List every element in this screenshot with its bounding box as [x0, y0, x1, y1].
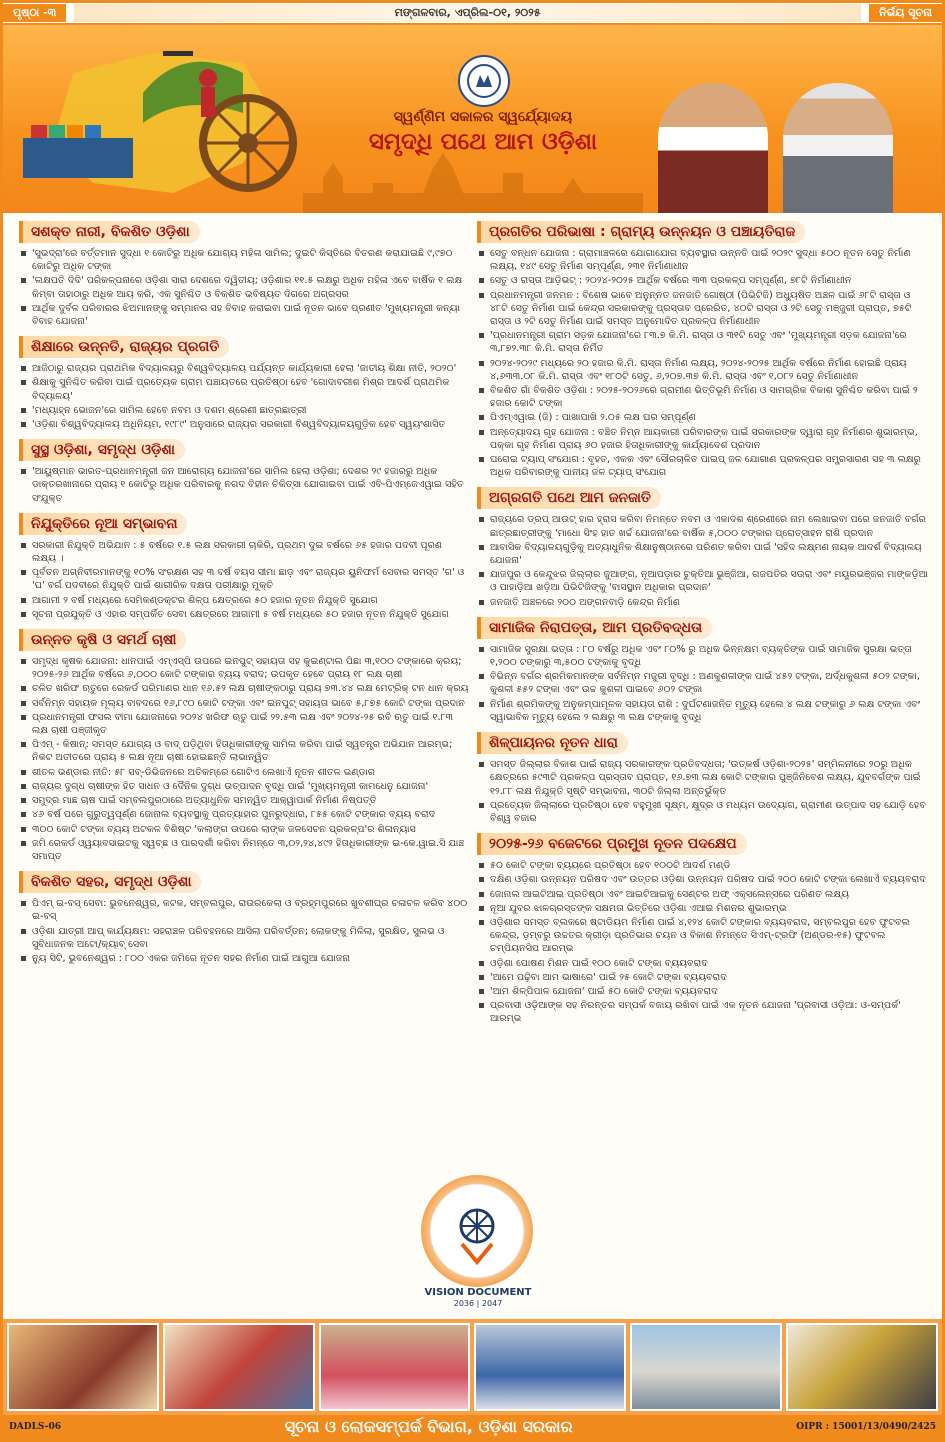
section — [477, 831, 929, 1025]
bullet-item: ଚଳିତ ଖରିଫ ଋତୁରେ ରେକର୍ଡ ପରିମାଣର ଧାନ ୧୬.୫୨ ଲକ୍ଷ ଚାଷୀଙ୍କଠାରୁ ପ୍ରାୟ ୭୩.୪୪ ଲକ୍ଷ ମେଟ୍ରିକ୍ ଟନ ଧାନ କ୍ରୟ — [19, 682, 469, 695]
section-heading: ଅଗ୍ରଗତି ପଥେ ଆମ ଜନଜାତି — [477, 487, 661, 509]
bullet-item: ସରକାରୀ ନିଯୁକ୍ତି ଅଭିଯାନ : ୫ ବର୍ଷରେ ୧.୫ ଲକ୍ଷ ସରକାରୀ ଚାକିରି, ପ୍ରଥମ ଦୁଇ ବର୍ଷରେ ୬୫ ହଜାର ପଦବୀ ପୂରଣ ଲକ୍ଷ୍ୟ । — [19, 539, 469, 565]
section — [19, 219, 469, 328]
section — [19, 627, 469, 863]
footer — [3, 1415, 942, 1439]
date-line: ମଙ୍ଗଳବାର, ଏପ୍ରିଲ-୦୧, ୨୦୨୫ — [74, 4, 861, 22]
bridge-photo — [630, 1323, 782, 1411]
bullet-item: ପ୍ରତ୍ୟେକ ଜିଲ୍ଲାରେ ପ୍ରତିଷ୍ଠା ହେବ ବହୁମୁଖୀ ସୂକ୍ଷ୍ମ, କ୍ଷୁଦ୍ର ଓ ମଧ୍ୟମ ଉଦ୍ୟୋଗ, ଗ୍ରାମୀଣ ଉତ୍ପାଦ ସହ ଯୋଡ଼ି ହେବ ବିଶ୍ୱ ବଜାର — [477, 799, 929, 825]
section — [19, 437, 469, 505]
industry-visit-photo — [786, 1323, 938, 1411]
bullet-item: ପ୍ରବାସୀ ଓଡ଼ିଆଙ୍କ ସହ ନିରନ୍ତର ସମ୍ପର୍କ ବଜାୟ ରଖିବା ପାଇଁ ଏକ ନୂତନ ଯୋଜନା 'ପ୍ରବାସୀ ଓଡ଼ିଆ: ଓ-ସମ୍ପର୍କ' ଆରମ୍ଭ — [477, 999, 929, 1025]
bullet-list — [477, 859, 929, 1025]
bullet-item: ଓଡ଼ିଶାର ସମସ୍ତ ବ୍ଲକରେ ଷ୍ଟାଡିୟମ ନିର୍ମାଣ ପାଇଁ ୪,୧୨୪ କୋଟି ଟଙ୍କାର ବ୍ୟୟବରାଦ, ସମ୍ବଲପୁର ହେବ ଫୁଟବଲ କେନ୍ଦ୍ର, ଡ଼ମ୍ବରୁ ଉଚ୍ଚତର କ୍ରୀଡ଼ା ପ୍ରତିଭାର ଚୟନ ଓ ବିକାଶ ନିମନ୍ତେ ସିଏମ୍-ଟ୍ରଫି (ଅଣ୍ଡର-୧୫) ଫୁଟବଲ ଚମ୍ପିୟନସିପ ଆରମ୍ଭ — [477, 916, 929, 956]
bullet-item: ସେତୁ ବନ୍ଧନ ଯୋଜନା : ଗ୍ରାମାଞ୍ଚଳରେ ଯୋଗାଯୋଗ ବ୍ୟବସ୍ଥାର ଉନ୍ନତି ପାଇଁ ୨୦୨୯ ସୁଦ୍ଧା ୫୦୦ ନୂତନ ସେତୁ ନିର୍ମାଣ ଲକ୍ଷ୍ୟ, ୧୪୯ ସେତୁ ନିର୍ମାଣ ସମ୍ପୂର୍ଣ୍ଣ, ୨୩୧ ନିର୍ମାଣାଧୀନ — [477, 247, 929, 273]
bullet-item: ଜୋନାଲ ଆଇଟିଆଇ ପ୍ରତିଷ୍ଠା ଏବଂ ଆଇଟିଆଇକୁ ସେଣ୍ଟର ଅଫ୍ ଏକ୍ସଲେନ୍ସରେ ପରିଣତ ଲକ୍ଷ୍ୟ — [477, 888, 929, 901]
bullet-item: ୪୬ ବର୍ଷ ପରେ ଗୁରୁତ୍ୱପୂର୍ଣ୍ଣ ଜୋନାଲ ବ୍ୟବସ୍ଥାକୁ ପ୍ରତ୍ୟାହାର ପୁନରୁଦ୍ଧାର, ୮୫୫ କୋଟି ଟଙ୍କାର ବ୍ୟୟ ବରାଦ — [19, 808, 469, 821]
bullet-item: ଶୀତଳ ଭଣ୍ଡାର ନୀତି: ୫୮ ସବ୍-ଡିଭିଜନରେ ଅତିକମ୍‌ରେ ଗୋଟିଏ ଲେଖାଏଁ ନୂତନ ଶୀତଳ ଭଣ୍ଡାର — [19, 766, 469, 779]
odisha-emblem-icon — [458, 55, 510, 107]
bullet-list — [477, 758, 929, 825]
bullet-list — [19, 539, 469, 621]
section-heading: ନିଯୁକ୍ତିରେ ନୂଆ ସମ୍ଭାବନା — [19, 513, 187, 535]
bullet-item: ୫୦ କୋଟି ଟଙ୍କା ବ୍ୟୟରେ ପ୍ରତିଷ୍ଠା ହେବ ୧୦୦ଟି ଆଦର୍ଶ ମଣ୍ଡି — [477, 859, 929, 872]
bullet-item: 'ଆମ ଶିଳ୍ପିପାଳ ଯୋଜନା' ପାଇଁ ୫୦ କୋଟି ଟଙ୍କା ବ୍ୟୟବରାଦ — [477, 985, 929, 998]
footer-oipr-number: OIPR : 15001/13/0490/2425 — [796, 1422, 936, 1432]
banner-subtitle: ସ୍ୱର୍ଣ୍ଣିମ ସକାଳର ସ୍ୱର୍ଯ୍ୟୋଦୟ — [393, 109, 573, 125]
vision-label: VISION DOCUMENT — [424, 1287, 532, 1298]
vision-emblem-icon — [421, 1175, 533, 1287]
bullet-item: ପ୍ରଧାନମନ୍ତ୍ରୀ ଫସଲ ବୀମା ଯୋଜନାରେ ୨୦୨୪ ଖରିଫ ଋତୁ ପାଇଁ ୨୨.୫୩ ଲକ୍ଷ ଏବଂ ୨୦୨୪-୨୫ ରବି ଋତୁ ପାଇଁ ୧.୮୩ ଲକ୍ଷ ଚାଷୀ ପଞ୍ଜୀକୃତ — [19, 711, 469, 737]
footer-department: ସୂଚନା ଓ ଲୋକସମ୍ପର୍କ ବିଭାଗ, ଓଡ଼ିଶା ସରକାର — [284, 1417, 573, 1436]
event-photo — [319, 1323, 471, 1411]
bullet-item: 'ମଧ୍ୟାହ୍ନ ଭୋଜନ'ରେ ସାମିଲ ହେବେ ନବମ ଓ ଦଶମ ଶ୍ରେଣୀ ଛାତ୍ରଛାତ୍ରୀ — [19, 404, 469, 417]
bullet-item: ଶିକ୍ଷାକୁ ସୁନିଶ୍ଚିତ କରିବା ପାଇଁ ପ୍ରତ୍ୟେକ ଗ୍ରାମ ପଞ୍ଚାୟତରେ ପ୍ରତିଷ୍ଠା ହେବ 'ଗୋଦାବରୀଶ ମିଶ୍ର ଆଦର୍ଶ ପ୍ରାଥମିକ ବିଦ୍ୟାଳୟ' — [19, 376, 469, 402]
bullet-item: ବିକଶିତ ଗାଁ ବିକଶିତ ଓଡ଼ିଶା : ୨୦୨୫-୨୦୨୬ରେ ଗ୍ରାମୀଣ ଭିତ୍ତିଭୂମି ନିର୍ମାଣ ଓ ସାମଗ୍ରିକ ବିକାଶ ସୁନିଶ୍ଚିତ କରିବା ପାଇଁ ୨ ହଜାର କୋଟି ଟଙ୍କା — [477, 384, 929, 410]
bullet-list — [19, 655, 469, 863]
section-heading: ଶିଳ୍ପାୟନର ନୂତନ ଧାରା — [477, 732, 628, 754]
bullet-item: ସେତୁ ଓ ରାସ୍ତା ଆଡ଼ିଭଟ୍ : ୨୦୨୪-୨୦୨୫ ଆର୍ଥିକ ବର୍ଷରେ ୩୩ ପ୍ରକଳ୍ପ ସମ୍ପୂର୍ଣ୍ଣ, ୭୮ଟି ନିର୍ମାଣାଧୀନ — [477, 274, 929, 287]
section — [477, 219, 929, 479]
bullet-item: ନୂଆ ଯୁବର ଝାଳଗ୍ରସ୍ତଙ୍କ ସକ୍ଷମତା ଭିତ୍ତିରେ ଓଡ଼ିଶା ଏଆଇ ମିଶନର ଶୁଭାରମ୍ଭ — [477, 902, 929, 915]
bullet-item: ସର୍ବନିମ୍ନ ସହାୟକ ମୂଲ୍ୟ ବାବଦରେ ୧୬,୮୯୦ କୋଟି ଟଙ୍କା ଏବଂ ଇନପୁଟ୍ ସହାୟତା ଭାବେ ୫,୮୭୫ କୋଟି ଟଙ୍କା ପ୍ରଦାନ — [19, 697, 469, 710]
bullet-item: ରାଜ୍ୟର ଦୁଗ୍ଧ ଚାଷୀଙ୍କ ହିତ ସାଧନ ଓ ଦୈନିକ ଦୁଗ୍ଧ ଉତ୍ପାଦନ ବୃଦ୍ଧି ପାଇଁ 'ମୁଖ୍ୟମନ୍ତ୍ରୀ କାମଧେନୁ ଯୋଜନା' — [19, 780, 469, 793]
bullet-item: ଘରୋଇ ଟ୍ୟାପ୍ ସଂଯୋଗ : ବୃହତ, ଏକକ ଏବଂ ସୌରଚାଳିତ ପାଇପ୍ ଜଳ ଯୋଗାଣ ପ୍ରକଳ୍ପର ସମ୍ପ୍ରସାରଣ ସହ ୩ ଲକ୍ଷରୁ ଅଧିକ ପରିବାରଙ୍କୁ ପାନୀୟ ଜଳ ଟ୍ୟାପ୍ ସଂଯୋଗ — [477, 453, 929, 479]
bullet-item: ଜମି ରେକର୍ଡ ଓ୍ୱୟାବସାଇଟକୁ ସ୍ୱଚ୍ଛ ଓ ପାରଦର୍ଶୀ କରିବା ନିମନ୍ତେ ୩,୦୨,୨୪,୪୯୨ ହିତାଧିକାରୀଙ୍କ ଇ-କେ.ୱାଇ.ସି ଯାଞ୍ଚ ସମାପ୍ତ — [19, 837, 469, 863]
section-heading: ସଶକ୍ତ ନାରୀ, ବିକଶିତ ଓଡ଼ିଶା — [19, 221, 200, 243]
bullet-item: ୩୦୦ କୋଟି ଟଙ୍କା ବ୍ୟୟ ଅଟକଳ ବିଶିଷ୍ଟ 'କଲାଙ୍ଗ ଉପରେ ଲାଙ୍କ ଜଳସେଚନ ପ୍ରକଳ୍ପ'ର ଶିଳାନ୍ୟାସ — [19, 823, 469, 836]
section-heading: ବିକଶିତ ସହର, ସମୃଦ୍ଧ ଓଡ଼ିଶା — [19, 871, 201, 893]
bullet-item: ଅନ୍ତ୍ୟୋଦୟ ଗୃହ ଯୋଜନା : ବଞ୍ଚିତ ନିମ୍ନ ଆୟକାରୀ ପରିବାରଙ୍କ ପାଇଁ ସରକାରଙ୍କ ଦ୍ୱାରା ଗୃହ ନିର୍ମାଣର ଶୁଭାରମ୍ଭ, ପକ୍କା ଗୃହ ନିର୍ମାଣ ପ୍ରାୟ ୬୦ ହଜାର ହିତାଧିକାରୀଙ୍କୁ କାର୍ଯ୍ୟାଦେଶ ପ୍ରଦାନ — [477, 426, 929, 452]
prime-minister-photo — [783, 83, 893, 213]
page-number: ପୃଷ୍ଠା -୩ — [3, 4, 66, 22]
bullet-item: 'ପ୍ରଧାନମନ୍ତ୍ରୀ ଗ୍ରାମ ସଡ଼କ ଯୋଜନା'ରେ ୮୩.୭ କି.ମି. ରାସ୍ତା ଓ ୩୧ଟି ସେତୁ ଏବଂ 'ମୁଖ୍ୟମନ୍ତ୍ରୀ ସଡ଼କ ଯୋଜନା'ରେ ୩,୮୭୨.୩୮ କି.ମି. ରାସ୍ତା ନିର୍ମିତ — [477, 329, 929, 355]
section — [477, 730, 929, 825]
bullet-item: ବିଭିନ୍ନ ବର୍ଗର ଶ୍ରମିକମାନଙ୍କ ସର୍ବନିମ୍ନ ମଜୁରୀ ବୃଦ୍ଧି : ଅଣକୁଶଳୀଙ୍କ ପାଇଁ ୪୫୨ ଟଙ୍କା, ଅର୍ଦ୍ଧକୁଶଳୀ ୫୦୨ ଟଙ୍କା, କୁଶଳୀ ୫୫୨ ଟଙ୍କା ଏବଂ ଉଚ୍ଚ କୁଶଳୀ ପାଇବେ ୬୦୨ ଟଙ୍କା — [477, 670, 929, 696]
section-heading: ସାମାଜିକ ନିରାପତ୍ତା, ଆମ ପ୍ରତିବଦ୍ଧତା — [477, 617, 712, 639]
section-heading: ସୁସ୍ଥ ଓଡ଼ିଶା, ସମୃଦ୍ଧ ଓଡ଼ିଶା — [19, 439, 185, 461]
bullet-item: ନ୍ୟୁ ସିଟି, ଭୁବନେଶ୍ୱର : ୮୦୦ ଏକର ଜମିରେ ନୂତନ ସହର ନିର୍ମାଣ ପାଇଁ ଆଗୁଆ ଯୋଜନା — [19, 952, 469, 965]
top-strip — [3, 3, 942, 25]
event-photo — [7, 1323, 159, 1411]
bullet-item: ସମସ୍ତ ଜିଲ୍ଲାର ବିକାଶ ପାଇଁ ରାଜ୍ୟ ସରକାରଙ୍କ ପ୍ରତିବଦ୍ଧତା; 'ଉତ୍କର୍ଷ ଓଡ଼ିଶା-୨୦୨୫' ସମ୍ମିଳନୀରେ ୨୦ରୁ ଅଧିକ କ୍ଷେତ୍ରରେ ୫୯୩ଟି ପ୍ରକଳ୍ପ ପ୍ରସ୍ତାବ ପ୍ରାପ୍ତ, ୧୬.୭୩ ଲକ୍ଷ କୋଟି ଟଙ୍କାର ପୁଞ୍ଜିନିବେଶ ଲକ୍ଷ୍ୟ, ଯୁବବର୍ଗଙ୍କ ପାଇଁ ୧୨.୮୮ ଲକ୍ଷ ନିଯୁକ୍ତି ସୃଷ୍ଟି ସମ୍ଭାବନା, ୩୦ଟି ଜିଲ୍ଲା ଅନ୍ତର୍ଭୁକ୍ତ — [477, 758, 929, 798]
bullet-item: ସାମାଜିକ ସୁରକ୍ଷା ଭତ୍ତା : ୮୦ ବର୍ଷରୁ ଅଧିକ ଏବଂ ୮୦% ରୁ ଅଧିକ ଭିନ୍ନକ୍ଷମ ବ୍ୟକ୍ତିଙ୍କ ପାଇଁ ସାମାଜିକ ସୁରକ୍ଷା ଭତ୍ତା ୧,୨୦୦ ଟଙ୍କାରୁ ୩,୫୦୦ ଟଙ୍କାକୁ ବୃଦ୍ଧି — [477, 643, 929, 669]
bullet-list — [477, 247, 929, 479]
bullet-item: ଆଜିଠାରୁ ରାଜ୍ୟର ପ୍ରାଥମିକ ବିଦ୍ୟାଳୟରୁ ବିଶ୍ୱବିଦ୍ୟାଳୟ ପର୍ଯ୍ୟନ୍ତ କାର୍ଯ୍ୟକାରୀ ହେଲା 'ଜାତୀୟ ଶିକ୍ଷା ନୀତି, ୨୦୨୦' — [19, 362, 469, 375]
bullet-list — [19, 247, 469, 328]
right-column — [477, 219, 929, 1032]
bullet-item: 'ଆମେ ପଢ଼ିବା ଆମ ଭାଷାରେ' ପାଇଁ ୨୫ କୋଟି ଟଙ୍କା ବ୍ୟୟବରାଦ — [477, 971, 929, 984]
footer-code: DADLS-06 — [9, 1422, 62, 1432]
bullet-list — [19, 465, 469, 505]
bullet-item: ପିଏମ୍ - କିଷାନ୍: ସମସ୍ତ ଯୋଗ୍ୟ ଓ ବାଦ୍ ପଡ଼ିଥିବା ହିତାଧିକାରୀଙ୍କୁ ସାମିଲ କରିବା ପାଇଁ ସ୍ୱତନ୍ତ୍ର ଅଭିଯାନ ଆରମ୍ଭ; ନିକଟ ଅତୀତରେ ପ୍ରାୟ ୫ ଲକ୍ଷ ନୂଆ ଚାଷୀ ହୋଇଛନ୍ତି ଲାଭାନ୍ୱିତ — [19, 738, 469, 764]
bullet-item: ସମୃଦ୍ଧ କୃଷକ ଯୋଜନା: ଧାନପାଇଁ ଏମ୍‌ଏସ୍‌ପି ଉପରେ ଇନପୁଟ୍ ସହାୟତା ସହ କୁଇଣ୍ଟାଲ ପିଛା ୩,୧୦୦ ଟଙ୍କାରେ କ୍ରୟ; ୨୦୨୫-୨୬ ଆର୍ଥିକ ବର୍ଷରେ ୬,୦୦୦ କୋଟି ଟଙ୍କାର ବ୍ୟୟ ବରାଦ; ଉପକୃତ ହେବେ ପ୍ରାୟ ୧୮ ଲକ୍ଷ ଚାଷୀ — [19, 655, 469, 681]
bullet-item: ପୂର୍ବତନ ଅଗ୍ନିବୀରମାନଙ୍କୁ ୧୦% ସଂରକ୍ଷଣ ସହ ୩ ବର୍ଷ ବୟସ ସୀମା ଛାଡ଼ ଏବଂ ରାଜ୍ୟର ୟୁନିଫର୍ମ ସେବାର ସମସ୍ତ 'ଗ' ଓ 'ଘ' ବର୍ଗ ପଦବୀରେ ନିଯୁକ୍ତି ପାଇଁ ଶାରୀରିକ ଦକ୍ଷତା ପରୀକ୍ଷାରୁ ମୁକ୍ତି — [19, 566, 469, 592]
bullet-item: ପ୍ରଧାନମନ୍ତ୍ରୀ ଜନମନ : ବିଶେଷ ଭାବେ ଅନୁନ୍ନତ ଜନଜାତି ଗୋଷ୍ଠୀ (ପିଭିଟିଜି) ଅଧ୍ୟୁଷିତ ଅଞ୍ଚଳ ପାଇଁ ୬୮ଟି ରାସ୍ତା ଓ ୪୮ଟି ସେତୁ ନିର୍ମାଣ ପାଇଁ କେନ୍ଦ୍ର ସରକାରଙ୍କୁ ପ୍ରସ୍ତାବ ପ୍ରେରିତ, ୪୦ଟି ରାସ୍ତା ଓ ୨ଟି ସେତୁ ମଞ୍ଜୁରୀ ପ୍ରାପ୍ତ, ୭୫ଟି ରାସ୍ତା ଓ ୨ଟି ସେତୁ ନିର୍ମାଣ ପାଇଁ ସମସ୍ତ ଅନୁମୋଦିତ ପ୍ରକଳ୍ପ ନିର୍ମାଣାଧୀନ — [477, 289, 929, 329]
section-heading: ପ୍ରଗତିର ପରିଭାଷା : ଗ୍ରାମ୍ୟ ଉନ୍ନୟନ ଓ ପଞ୍ଚାୟତିରାଜ — [477, 221, 805, 243]
bullet-item: ଦକ୍ଷିଣ ଓଡ଼ିଶା ଉନ୍ନୟନ ପରିଷଦ ଏବଂ ଉତ୍ତର ଓଡ଼ିଶା ଉନ୍ନୟନ ପରିଷଦ ପାଇଁ ୨୦୦ କୋଟି ଟଙ୍କା ଲେଖାଏଁ ବ୍ୟୟବରାଦ — [477, 873, 929, 886]
section — [19, 511, 469, 621]
banner-collage-image — [13, 33, 313, 203]
bullet-item: ପିଏମ୍‌ଏୱାଇ (ଜି) : ପାଖାପାଖି ୨.୦୫ ଲକ୍ଷ ଘର ସମ୍ପୂର୍ଣ୍ଣ — [477, 411, 929, 424]
bullet-item: 'ଲକ୍ଷପତି ଦିଦି' ପରିକଳ୍ପନାରେ ଓଡ଼ିଶା ସାରା ଦେଶରେ ଦ୍ୱିତୀୟ; ଓଡ଼ିଶାର ୧୧.୫ ଲକ୍ଷରୁ ଅଧିକ ମହିଳା ଏବେ ବାର୍ଷିକ ୧ ଲକ୍ଷ କିମ୍ବା ତାହାଠାରୁ ଅଧିକ ଆୟ କରି, ଏକ ସୁନିଶ୍ଚିତ ଓ ବିକଶିତ ଭବିଷ୍ୟତ ଦିଗରେ ଅଗ୍ରସର — [19, 274, 469, 300]
bullet-list — [477, 643, 929, 724]
section — [19, 869, 469, 965]
bullet-list — [477, 513, 929, 608]
section — [477, 615, 929, 724]
section — [19, 334, 469, 431]
bullet-item: ୨୦୨୪-୨୦୨୯ ମଧ୍ୟରେ ୨୦ ହଜାର କି.ମି. ରାସ୍ତା ନିର୍ମାଣ ଲକ୍ଷ୍ୟ, ୨୦୨୪-୨୦୨୫ ଆର୍ଥିକ ବର୍ଷରେ ନିର୍ମାଣ ହୋଇଛି ପ୍ରାୟ ୪,୬୩୩.୦୮ କି.ମି. ରାସ୍ତା ଏବଂ ୧୮୦ଟି ସେତୁ, ୬,୨୦୭.୩୭ କି.ମି. ରାସ୍ତା ଏବଂ ୧,୦୮୨ ସେତୁ ନିର୍ମାଣାଧୀନ — [477, 357, 929, 383]
bullet-item: ଆଗାମୀ ୨ ବର୍ଷ ମଧ୍ୟରେ ସେମିକଣ୍ଡକ୍ଟର ଶିଳ୍ପ କ୍ଷେତ୍ରରେ ୫୦ ହଜାର ନୂତନ ନିଯୁକ୍ତି ସୁଯୋଗ — [19, 594, 469, 607]
bullet-item: 'ଓଡ଼ିଶା ବିଶ୍ୱବିଦ୍ୟାଳୟ ଅଧିନିୟମ, ୧୯୮୯' ଅନୁସାରେ ରାଜ୍ୟର ସରକାରୀ ବିଶ୍ୱବିଦ୍ୟାଳୟଗୁଡ଼ିକ ହେବ ସ୍ୱୟଂଶାସିତ — [19, 418, 469, 431]
bullet-item: ପିଏମ୍ ଇ-ବସ୍ ସେବା: ଭୁବନେଶ୍ୱର, କଟକ, ସମ୍ବଲପୁର, ରାଉରକେଲା ଓ ବ୍ରହ୍ମପୁରରେ ଖୁବଶୀଘ୍ର ଚଳାଚଳ କରିବ ୪୦୦ ଇ-ବସ୍ — [19, 897, 469, 923]
bullet-item: ଆର୍ଥିକ ଦୁର୍ବଳ ପରିବାରର ଝିଅମାନଙ୍କୁ ସମ୍ମାନର ସହ ବିବାହ କରାଇବା ପାଇଁ ନୂତନ ଭାବେ ପ୍ରଣୀତ 'ମୁଖ୍ୟମନ୍ତ୍ରୀ କନ୍ୟା ବିବାହ ଯୋଜନା' — [19, 302, 469, 328]
bullet-item: ଓଡ଼ିଶା ପୋଷଣ ମିଶନ ପାଇଁ ୧୦୦ କୋଟି ଟଙ୍କା ବ୍ୟୟବରାଦ — [477, 957, 929, 970]
publication-name: ନିର୍ଭୟ ସୂଚନା — [869, 4, 942, 22]
bullet-item: ଯାଜପୁର ଓ କେନ୍ଦୁଝର ଜିଲ୍ଲାର ଜୁଆଙ୍ଗ, ନୂଆପଡ଼ାର ଚୁକ୍ତିଆ ଭୁଞ୍ଜିଆ, ଗଜପତିର ସଉରା ଏବଂ ମୟୂରଭଞ୍ଜର ମାଙ୍କଡ଼ିଆ ଓ ପାହାଡ଼ିଆ ଖଡ଼ିଆ ପିଭିଟିଜିଙ୍କୁ 'ବାସସ୍ଥାନ ଅଧିକାର ପ୍ରଦାନ' — [477, 568, 929, 594]
section-heading: ଶିକ୍ଷାରେ ଉନ୍ନତି, ରାଜ୍ୟର ପ୍ରଗତି — [19, 336, 229, 358]
bullet-item: ଜନଜାତି ଅଞ୍ଚଳରେ ୨୦୦ ଅଙ୍ଗନବାଡ଼ି କେନ୍ଦ୍ର ନିର୍ମାଣ — [477, 596, 929, 609]
classroom-photo — [474, 1323, 626, 1411]
left-column — [19, 219, 469, 971]
bullet-item: ରାଜ୍ୟରେ ଡ୍ରପ୍ ଆଉଟ୍ ହାର ହ୍ରାସ କରିବା ନିମନ୍ତେ ନବମ ଓ ଏକାଦଶ ଶ୍ରେଣୀରେ ନାମ ଲେଖାଇବା ପରେ ଜନଜାତି ବର୍ଗର ଛାତ୍ରଛାତ୍ରୀଙ୍କୁ 'ମାଧୋ ସିଂହ ହାତ ଖର୍ଚ୍ଚ ଯୋଜନା'ରେ ବାର୍ଷିକ ୫,୦୦୦ ଟଙ୍କାର ପ୍ରୋତ୍ସାହନ ରାଶି ପ୍ରଦାନ — [477, 513, 929, 539]
event-photo — [163, 1323, 315, 1411]
bullet-item: 'ସୁଭଦ୍ରା'ରେ ବର୍ତ୍ତମାନ ସୁଦ୍ଧା ୧ କୋଟିରୁ ଅଧିକ ଯୋଗ୍ୟ ମହିଳା ସାମିଲ; ଦୁଇଟି କିସ୍ତିରେ ବିତରଣ କରାଯାଇଛି ୯,୯୭୦ କୋଟିରୁ ଅଧିକ ଟଙ୍କା — [19, 247, 469, 273]
bullet-item: ଆବାସିକ ବିଦ୍ୟାଳୟଗୁଡ଼ିକୁ ଅତ୍ୟାଧୁନିକ ଶିକ୍ଷାନୁଷ୍ଠାନରେ ପରିଣତ କରିବା ପାଇଁ 'ସହିଦ ଲକ୍ଷ୍ମଣ ନାୟକ ଆଦର୍ଶ ବିଦ୍ୟାଳୟ ଯୋଜନା' — [477, 541, 929, 567]
bullet-list — [19, 362, 469, 431]
bullet-item: 'ଆୟୁଷ୍ମାନ ଭାରତ-ପ୍ରଧାନମନ୍ତ୍ରୀ ଜନ ଆରୋଗ୍ୟ ଯୋଜନା'ରେ ସାମିଲ ହେଲା ଓଡ଼ିଶା; ଦେଶର ୨୯ ହଜାରରୁ ଅଧିକ ଡାକ୍ତରଖାନାରେ ପ୍ରାୟ ୧ କୋଟିରୁ ଅଧିକ ପରିବାରକୁ ନଗଦ ବିହୀନ ଚିକିତ୍ସା ଯୋଗାଇବା ପାଇଁ ଏବି-ପିଏମ୍‌ଜେଏୱାଇ ସହିତ ସଂଯୁକ୍ତ — [19, 465, 469, 505]
bullet-item: ସମୁଦ୍ର ମାଛ ଚାଷ ପାଇଁ ସମ୍ବଲପୁରଠାରେ ଅତ୍ୟାଧୁନିକ ସମନ୍ୱିତ ଆକ୍ୱାପାର୍କ ନିର୍ମାଣ ନିଷ୍ପତ୍ତି — [19, 794, 469, 807]
section — [477, 485, 929, 608]
section-heading: ଉନ୍ନତ କୃଷି ଓ ସମର୍ଥ ଚାଷୀ — [19, 629, 186, 651]
vision-years: 2036 | 2047 — [453, 1299, 503, 1308]
section-heading: ୨୦୨୫-୨୬ ବଜେଟରେ ପ୍ରମୁଖ ନୂତନ ପଦକ୍ଷେପ — [477, 833, 747, 855]
bullet-item: ଓଡ଼ିଶା ଯାତ୍ରୀ ଆପ୍ କାର୍ଯ୍ୟକ୍ଷମ: ସହରାଞ୍ଚଳ ପରିବହନରେ ଆସିଲା ପରିବର୍ତ୍ତନ; ଲୋକଙ୍କୁ ମିଳିଲା, ସୁରକ୍ଷିତ, ସୁଲଭ ଓ ସୁବିଧାଜନକ ଅଟୋ/କ୍ୟାବ୍ ସେବା — [19, 925, 469, 951]
bullet-item: ସୂଚନା ପ୍ରଯୁକ୍ତି ଓ ଏହାର ସମ୍ପର୍କିତ ସେବା କ୍ଷେତ୍ରରେ ଆଗାମୀ ୫ ବର୍ଷ ମଧ୍ୟରେ ୫୦ ହଜାର ନୂତନ ନିଯୁକ୍ତି ସୁଯୋଗ — [19, 608, 469, 621]
bullet-item: ନିର୍ମାଣ ଶ୍ରମିକଙ୍କୁ ଅନୁକମ୍ପାମୂଳକ ସହାୟତା ରାଶି : ଦୁର୍ଘଟଣାଜନିତ ମୃତ୍ୟୁ ହେଲେ ୪ ଲକ୍ଷ ଟଙ୍କାରୁ ୬ ଲକ୍ଷ ଟଙ୍କା ଏବଂ ସ୍ୱାଭାବିକ ମୃତ୍ୟୁ ହେଲେ ୨ ଲକ୍ଷରୁ ୩ ଲକ୍ଷ ଟଙ୍କାକୁ ବୃଦ୍ଧି — [477, 698, 929, 724]
vision-document-logo — [415, 1175, 541, 1311]
bullet-list — [19, 897, 469, 965]
chief-minister-photo — [658, 83, 768, 213]
banner-title: ସମୃଦ୍ଧି ପଥେ ଆମ ଓଡ଼ିଶା — [368, 129, 598, 155]
photo-strip — [3, 1319, 942, 1415]
banner — [3, 25, 942, 213]
